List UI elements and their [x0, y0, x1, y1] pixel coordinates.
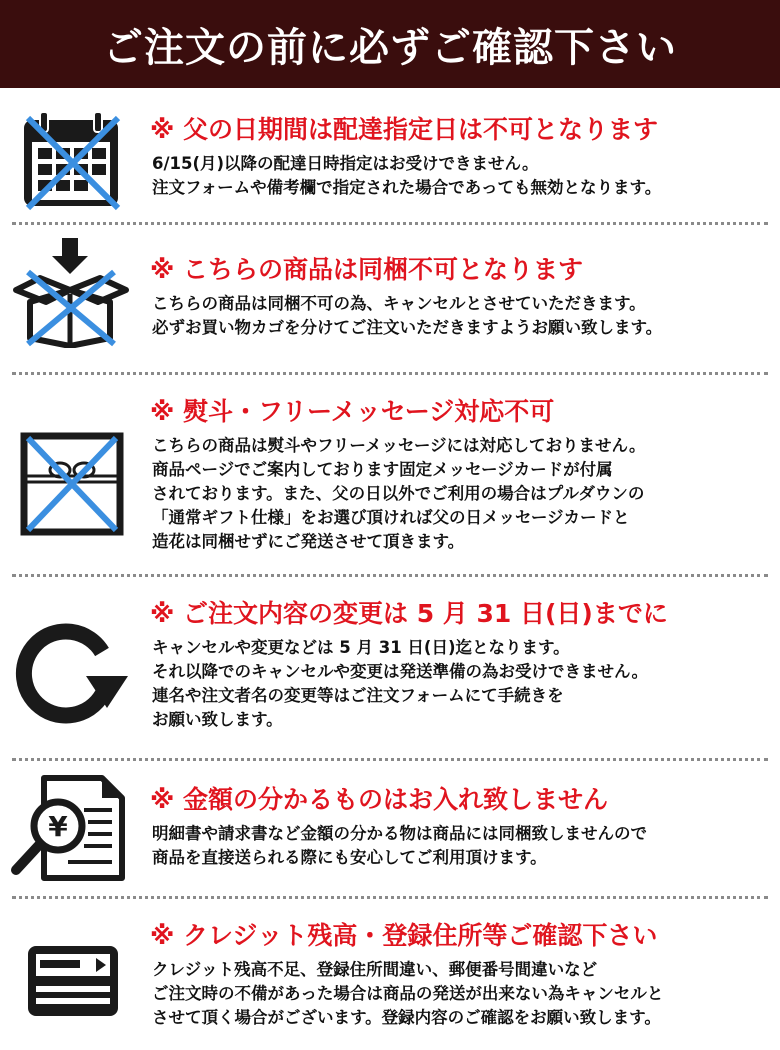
body-line: されております。また、父の日以外でご利用の場合はプルダウンの: [152, 484, 645, 503]
notice-no-price-docs: [0, 766, 780, 892]
section-heading: ※ クレジット残高・登録住所等ご確認下さい: [150, 921, 658, 950]
body-line: お願い致します。: [152, 710, 283, 729]
divider: [12, 222, 768, 225]
notice-order-change: [0, 584, 780, 744]
section-heading: ※ 熨斗・フリーメッセージ対応不可: [150, 397, 555, 426]
page-title: ご注文の前に必ずご確認下さい: [103, 24, 677, 71]
section-heading: ※ 父の日期間は配達指定日は不可となります: [150, 115, 659, 144]
divider: [12, 896, 768, 899]
divider: [12, 758, 768, 761]
body-line: こちらの商品は熨斗やフリーメッセージには対応しておりません。: [152, 436, 646, 455]
body-line: クレジット残高不足、登録住所間違い、郵便番号間違いなど: [152, 960, 598, 979]
body-line: 商品を直接送られる際にも安心してご利用頂けます。: [152, 848, 547, 867]
body-line: こちらの商品は同梱不可の為、キャンセルとさせていただきます。: [152, 294, 646, 313]
divider: [12, 372, 768, 375]
svg-text:¥: ¥: [48, 810, 68, 843]
body-line: ご注文時の不備があった場合は商品の発送が出来ない為キャンセルと: [152, 984, 664, 1003]
section-heading: ※ ご注文内容の変更は 5 月 31 日(日)までに: [150, 599, 668, 628]
body-line: 連名や注文者名の変更等はご注文フォームにて手続きを: [152, 686, 564, 705]
yen-document-magnifier-icon: [10, 774, 130, 884]
refresh-arrow-icon: [10, 614, 130, 724]
section-body: [152, 636, 772, 732]
notice-header: [0, 0, 780, 88]
section-heading: ※ こちらの商品は同梱不可となります: [150, 255, 584, 284]
section-heading: ※ 金額の分かるものはお入れ致しません: [150, 785, 609, 814]
body-line: 明細書や請求書など金額の分かる物は商品には同梱致しませんので: [152, 824, 647, 843]
body-line: 造花は同梱せずにご発送させて頂きます。: [152, 532, 465, 551]
credit-card-icon: [10, 926, 130, 1036]
notice-noshi-message: [0, 382, 780, 572]
body-line: 商品ページでご案内しております固定メッセージカードが付属: [152, 460, 613, 479]
calendar-crossed-icon: [10, 106, 130, 216]
body-line: 必ずお買い物カゴを分けてご注文いただきますようお願い致します。: [152, 318, 663, 337]
body-line: 6/15(月)以降の配達日時指定はお受けできません。: [152, 154, 539, 173]
section-body: [152, 958, 772, 1030]
noshi-crossed-icon: [10, 428, 130, 538]
body-line: それ以降でのキャンセルや変更は発送準備の為お受けできません。: [152, 662, 648, 681]
section-body: [152, 292, 772, 340]
divider: [12, 574, 768, 577]
body-line: キャンセルや変更などは 5 月 31 日(日)迄となります。: [152, 638, 570, 657]
notice-credit-check: [0, 906, 780, 1046]
box-crossed-icon: [10, 238, 130, 348]
section-body: [152, 822, 772, 870]
section-body: [152, 152, 772, 200]
body-line: させて頂く場合がございます。登録内容のご確認をお願い致します。: [152, 1008, 661, 1027]
body-line: 「通常ギフト仕様」をお選び頂ければ父の日メッセージカードと: [152, 508, 630, 527]
notice-delivery-date: [0, 98, 780, 220]
section-body: [152, 434, 772, 554]
body-line: 注文フォームや備考欄で指定された場合であっても無効となります。: [152, 178, 662, 197]
notice-no-bundling: [0, 232, 780, 367]
